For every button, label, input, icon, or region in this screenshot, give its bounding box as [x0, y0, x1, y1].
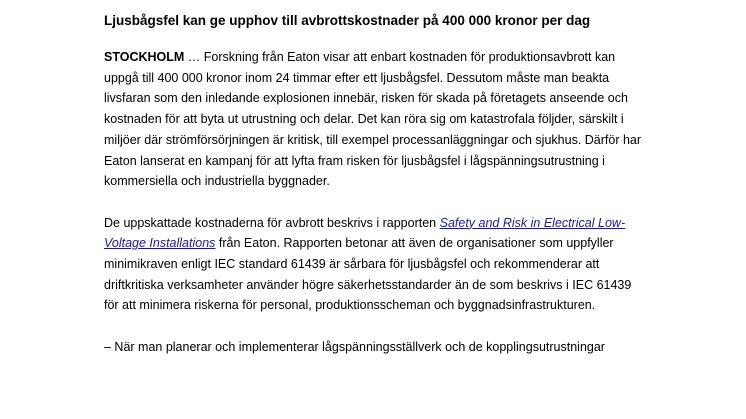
- paragraph-report-text-before: De uppskattade kostnaderna för avbrott beskrivs i rapporten: [104, 215, 440, 230]
- paragraph-report: [104, 213, 644, 317]
- paragraph-quote: – När man planerar och implementerar lågspänningsställverk och de kopplingsutrustningar: [104, 339, 605, 354]
- dateline: STOCKHOLM: [104, 50, 185, 64]
- paragraph-intro: [104, 47, 644, 192]
- report-link[interactable]: Safety and Risk in Electrical Low-Voltage Installations: [104, 215, 626, 251]
- paragraph-report-text-after: från Eaton. Rapporten betonar att även de organisationer som uppfyller minimikraven enligt IEC standard 61439 är sårbara för ljusbågsfel och rekommenderar att driftkritiska verksamheter använder högre säkerhetsstandarder än de som beskrivs i IEC 61439 för att minimera riskerna för personal, produktionsscheman och byggnadsinfrastrukturen.: [104, 236, 632, 313]
- paragraph-intro-text: … Forskning från Eaton visar att enbart kostnaden för produktionsavbrott kan uppgå till 400 000 kronor inom 24 timmar efter ett ljusbågsfel. Dessutom måste man beakta livsfaran som den inledande explosionen innebär, risken för skada på företagets anseende och kostnaden för att byta ut utrustning och delar. Det kan röra sig om katastrofala följder, särskilt i miljöer där strömförsörjningen är kritisk, till exempel processanläggningar och sjukhus. Därför har Eaton lanserat en kampanj för att lyfta fram risken för ljusbågsfel i lågspänningsutrustning i kommersiella och industriella byggnader.: [104, 50, 642, 189]
- headline: Ljusbågsfel kan ge upphov till avbrottskostnader på 400 000 kronor per dag: [104, 13, 591, 28]
- press-release: [104, 12, 644, 358]
